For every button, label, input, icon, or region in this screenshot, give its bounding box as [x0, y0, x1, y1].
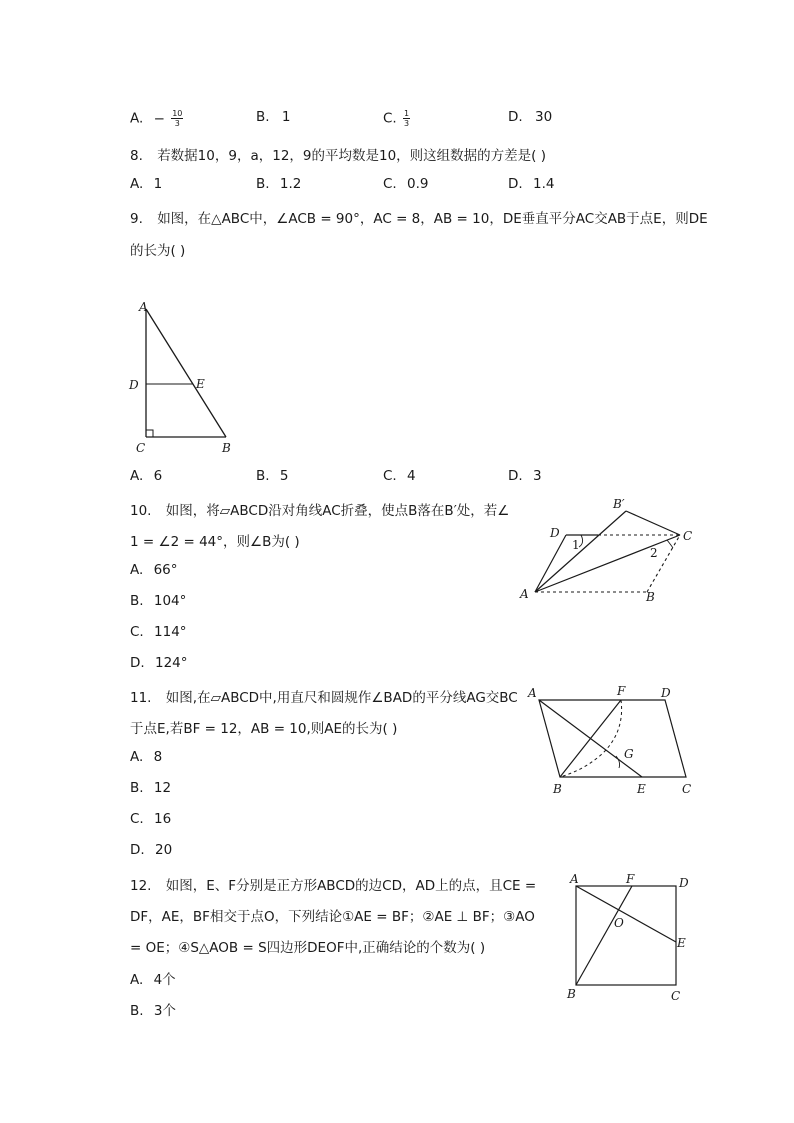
- q9-figure-right-triangle: [125, 295, 245, 460]
- q11-option-b: [130, 780, 171, 796]
- question-text: 如图,在▱ABCD中,用直尺和圆规作∠BAD的平分线AG交BC: [165, 690, 518, 706]
- option-letter: A.: [130, 176, 144, 192]
- option-letter: C.: [383, 110, 397, 127]
- label-b: B: [646, 590, 655, 604]
- q10-option-a: [130, 562, 178, 578]
- option-value: 30: [534, 109, 553, 125]
- option-value: 1: [281, 109, 291, 125]
- label-angle-2: 2: [650, 546, 658, 560]
- q10-figure-folded-parallelogram: [515, 495, 705, 610]
- q11-option-c: [130, 811, 171, 827]
- option-value: 66°: [153, 562, 178, 578]
- option-value: 6: [153, 468, 163, 484]
- square-abcd: [576, 886, 676, 985]
- minus-sign: −: [153, 110, 165, 127]
- question-number: 8.: [130, 148, 143, 164]
- side-ab: [146, 309, 226, 437]
- fraction-denominator: 3: [174, 119, 180, 128]
- q7-option-c: [383, 109, 410, 128]
- segment-ab-prime: [535, 511, 626, 592]
- option-value: 5: [279, 468, 289, 484]
- option-letter: A.: [130, 468, 144, 484]
- label-c: C: [671, 989, 681, 1003]
- label-e: E: [637, 782, 646, 796]
- option-letter: B.: [130, 780, 144, 796]
- q12-option-b: [130, 999, 176, 1019]
- option-value: 124°: [154, 655, 188, 671]
- q9-option-b: [256, 468, 288, 484]
- label-e: E: [677, 936, 686, 950]
- option-value: 4: [407, 468, 416, 484]
- label-c: C: [136, 441, 146, 455]
- right-angle-mark: [146, 430, 153, 437]
- option-value: 104°: [153, 593, 187, 609]
- fraction-denominator: 3: [404, 119, 410, 128]
- q10-stem-line1: [130, 499, 509, 519]
- option-letter: B.: [130, 1003, 144, 1019]
- question-number: 11.: [130, 690, 152, 706]
- label-c: C: [683, 529, 693, 543]
- q8-option-b: [256, 176, 301, 192]
- question-text: 如图，E、F分别是正方形ABCD的边CD，AD上的点，且CE =: [165, 878, 537, 894]
- option-letter: D.: [508, 468, 523, 484]
- q10-option-b: [130, 593, 186, 609]
- option-letter: B.: [130, 593, 144, 609]
- option-value: 12: [153, 780, 172, 796]
- question-number: 12.: [130, 878, 152, 894]
- question-text: 若数据10，9，a，12，9的平均数是10，则这组数据的方差是( ): [157, 148, 546, 164]
- label-e: E: [196, 377, 205, 391]
- angle-2-arc: [667, 540, 673, 548]
- segment-b-prime-c: [626, 511, 680, 535]
- q8-option-c: [383, 176, 429, 192]
- option-value: 1.4: [532, 176, 555, 192]
- q10-option-c: [130, 624, 187, 640]
- q11-stem-line2: 于点E,若BF = 12，AB = 10,则AE的长为( ): [130, 721, 398, 737]
- q9-option-c: [383, 468, 416, 484]
- q9-stem-line1: [130, 207, 708, 227]
- q12-figure-square: [560, 870, 700, 1005]
- question-number: 9.: [130, 211, 143, 227]
- label-a: A: [520, 587, 529, 601]
- side-bc-dashed: [647, 535, 680, 592]
- q9-option-d: [508, 468, 542, 484]
- q12-stem-line1: [130, 874, 536, 894]
- q7-option-b: [256, 109, 290, 125]
- label-d: D: [661, 686, 671, 700]
- label-b: B: [567, 987, 576, 1001]
- q12-stem-line2: DF，AE，BF相交于点O，下列结论①AE = BF；②AE ⊥ BF；③AO: [130, 909, 535, 925]
- option-letter: A.: [130, 562, 144, 578]
- q12-stem-line3: = OE；④S△AOB = S四边形DEOF中,正确结论的个数为( ): [130, 940, 486, 956]
- q8-option-a: [130, 176, 162, 192]
- option-letter: A.: [130, 749, 144, 765]
- diagonal-ac: [535, 535, 680, 592]
- option-letter: B.: [256, 468, 270, 484]
- label-f: F: [617, 684, 626, 698]
- option-value: 1.2: [279, 176, 302, 192]
- label-o: O: [614, 916, 624, 930]
- q12-option-a: [130, 968, 176, 988]
- option-letter: C.: [130, 624, 144, 640]
- option-letter: D.: [508, 109, 523, 125]
- q8-stem: [130, 144, 546, 164]
- q10-option-d: [130, 655, 188, 671]
- q10-stem-line2: 1 = ∠2 = 44°，则∠B为( ): [130, 534, 300, 550]
- option-value: 3: [532, 468, 542, 484]
- option-letter: D.: [130, 842, 145, 858]
- fraction: [403, 109, 410, 128]
- fraction-numerator: 10: [172, 109, 183, 118]
- option-letter: B.: [256, 109, 270, 125]
- label-c: C: [682, 782, 692, 796]
- label-d: D: [550, 526, 560, 540]
- label-b: B: [553, 782, 562, 796]
- question-number: 10.: [130, 503, 152, 519]
- option-letter: C.: [383, 176, 397, 192]
- q11-stem-line1: [130, 686, 518, 706]
- label-g: G: [624, 747, 634, 761]
- option-letter: D.: [130, 655, 145, 671]
- option-value: 8: [153, 749, 163, 765]
- option-value: 4个: [153, 972, 176, 988]
- q11-figure-angle-bisector: [520, 680, 705, 800]
- label-b-prime: B′: [613, 497, 625, 511]
- question-text: 如图，在△ABC中，∠ACB = 90°，AC = 8，AB = 10，DE垂直平分AC交AB于点E，则DE: [157, 211, 708, 227]
- fraction: [171, 109, 183, 128]
- q11-option-d: [130, 842, 172, 858]
- q7-option-a: [130, 109, 183, 128]
- option-value: 20: [154, 842, 173, 858]
- option-letter: C.: [383, 468, 397, 484]
- label-f: F: [626, 872, 635, 886]
- label-a: A: [139, 300, 148, 314]
- option-letter: C.: [130, 811, 144, 827]
- q11-option-a: [130, 749, 162, 765]
- segment-bf: [560, 700, 621, 777]
- label-a: A: [570, 872, 579, 886]
- option-letter: D.: [508, 176, 523, 192]
- label-a: A: [528, 686, 537, 700]
- q9-option-a: [130, 468, 162, 484]
- segment-ae: [576, 886, 676, 942]
- option-value: 1: [153, 176, 163, 192]
- question-text: 如图，将▱ABCD沿对角线AC折叠，使点B落在B′处，若∠: [165, 503, 510, 519]
- label-b: B: [222, 441, 231, 455]
- q7-option-d: [508, 109, 552, 125]
- label-angle-1: 1: [572, 538, 580, 552]
- segment-bf: [576, 886, 632, 985]
- option-value: 114°: [154, 624, 187, 640]
- q8-option-d: [508, 176, 554, 192]
- q9-stem-line2: 的长为( ): [130, 243, 186, 259]
- option-letter: A.: [130, 110, 144, 127]
- side-ad: [535, 535, 566, 592]
- option-value: 0.9: [407, 176, 429, 192]
- option-value: 16: [154, 811, 172, 827]
- option-letter: B.: [256, 176, 270, 192]
- label-d: D: [129, 378, 139, 392]
- option-letter: A.: [130, 972, 144, 988]
- option-value: 3个: [153, 1003, 176, 1019]
- label-d: D: [679, 876, 689, 890]
- fraction-numerator: 1: [404, 109, 410, 118]
